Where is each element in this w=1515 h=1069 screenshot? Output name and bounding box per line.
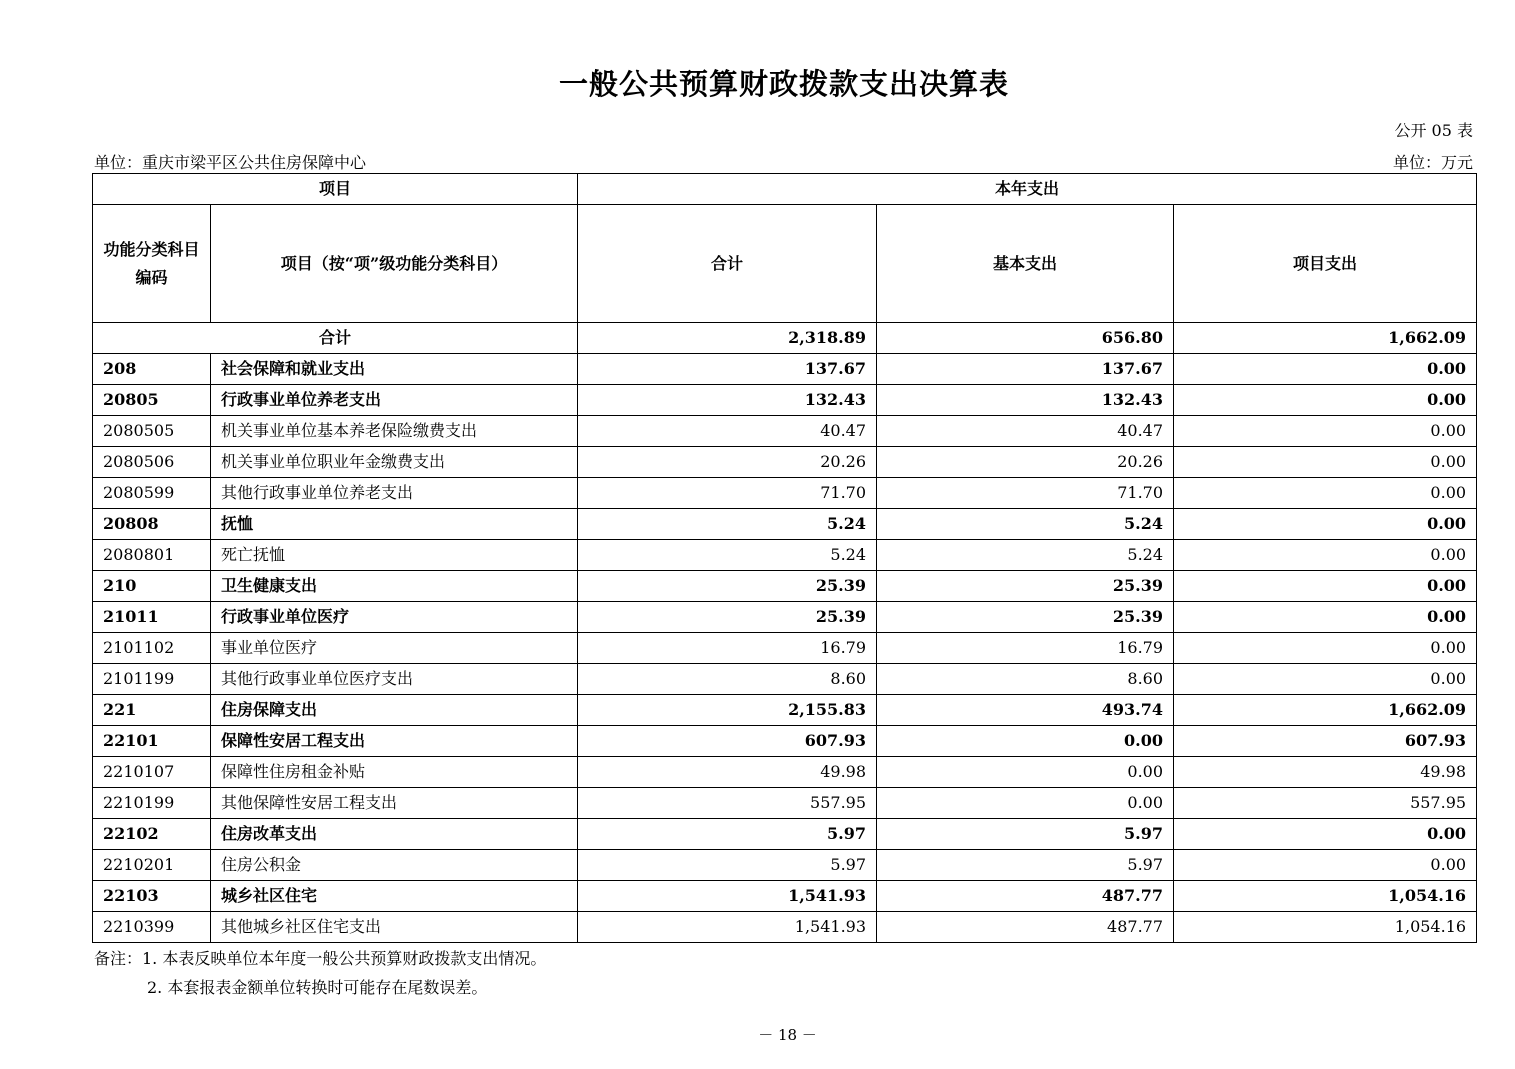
header-project: 项目支出 — [1174, 205, 1477, 323]
note-2: 2. 本套报表金额单位转换时可能存在尾数误差。 — [147, 978, 488, 997]
total-label: 合计 — [93, 323, 578, 354]
row-basic: 487.77 — [877, 881, 1174, 912]
row-total: 1,541.93 — [578, 881, 877, 912]
row-code: 2080506 — [93, 447, 211, 478]
row-project: 0.00 — [1174, 385, 1477, 416]
row-total: 132.43 — [578, 385, 877, 416]
row-code: 2101199 — [93, 664, 211, 695]
row-code: 2210199 — [93, 788, 211, 819]
row-code: 22103 — [93, 881, 211, 912]
header-row-1 — [93, 174, 1477, 205]
row-code: 2080505 — [93, 416, 211, 447]
header-total: 合计 — [578, 205, 877, 323]
table-row — [93, 633, 1477, 664]
table-row — [93, 571, 1477, 602]
row-name: 行政事业单位养老支出 — [211, 385, 578, 416]
table-row — [93, 819, 1477, 850]
row-total: 40.47 — [578, 416, 877, 447]
row-project: 0.00 — [1174, 850, 1477, 881]
expenditure-table — [92, 173, 1477, 943]
row-name: 其他保障性安居工程支出 — [211, 788, 578, 819]
row-project: 0.00 — [1174, 416, 1477, 447]
row-project: 0.00 — [1174, 509, 1477, 540]
row-code: 2210107 — [93, 757, 211, 788]
row-total: 16.79 — [578, 633, 877, 664]
header-code: 功能分类科目编码 — [93, 205, 211, 323]
row-basic: 0.00 — [877, 788, 1174, 819]
row-basic: 8.60 — [877, 664, 1174, 695]
row-total: 49.98 — [578, 757, 877, 788]
row-basic: 5.97 — [877, 850, 1174, 881]
row-code: 21011 — [93, 602, 211, 633]
row-name: 保障性住房租金补贴 — [211, 757, 578, 788]
table-row — [93, 416, 1477, 447]
row-project: 1,662.09 — [1174, 695, 1477, 726]
row-project: 0.00 — [1174, 819, 1477, 850]
row-code: 20805 — [93, 385, 211, 416]
table-row — [93, 447, 1477, 478]
row-basic: 487.77 — [877, 912, 1174, 943]
page-number: － 18 － — [758, 1026, 817, 1044]
total-row — [93, 323, 1477, 354]
row-code: 2080801 — [93, 540, 211, 571]
row-project: 0.00 — [1174, 633, 1477, 664]
row-project: 557.95 — [1174, 788, 1477, 819]
table-row — [93, 509, 1477, 540]
currency-unit: 单位：万元 — [1392, 153, 1473, 172]
row-total: 25.39 — [578, 602, 877, 633]
row-code: 2101102 — [93, 633, 211, 664]
organization-unit: 单位：重庆市梁平区公共住房保障中心 — [94, 153, 367, 172]
row-name: 住房保障支出 — [211, 695, 578, 726]
row-basic: 20.26 — [877, 447, 1174, 478]
row-basic: 5.97 — [877, 819, 1174, 850]
table-row — [93, 881, 1477, 912]
row-name: 卫生健康支出 — [211, 571, 578, 602]
row-name: 机关事业单位职业年金缴费支出 — [211, 447, 578, 478]
document-title: 一般公共预算财政拨款支出决算表 — [558, 67, 1009, 101]
row-basic: 493.74 — [877, 695, 1174, 726]
row-code: 20808 — [93, 509, 211, 540]
row-name: 死亡抚恤 — [211, 540, 578, 571]
row-project: 0.00 — [1174, 447, 1477, 478]
row-name: 保障性安居工程支出 — [211, 726, 578, 757]
table-row — [93, 757, 1477, 788]
header-basic: 基本支出 — [877, 205, 1174, 323]
table-row — [93, 788, 1477, 819]
row-project: 0.00 — [1174, 540, 1477, 571]
row-project: 1,054.16 — [1174, 912, 1477, 943]
row-code: 2210399 — [93, 912, 211, 943]
row-total: 5.97 — [578, 819, 877, 850]
row-basic: 40.47 — [877, 416, 1174, 447]
table-row — [93, 850, 1477, 881]
table-row — [93, 385, 1477, 416]
table-row — [93, 912, 1477, 943]
row-name: 城乡社区住宅 — [211, 881, 578, 912]
table-row — [93, 540, 1477, 571]
row-code: 221 — [93, 695, 211, 726]
row-project: 1,054.16 — [1174, 881, 1477, 912]
row-name: 社会保障和就业支出 — [211, 354, 578, 385]
table-row — [93, 726, 1477, 757]
row-total: 1,541.93 — [578, 912, 877, 943]
row-total: 71.70 — [578, 478, 877, 509]
row-total: 5.24 — [578, 540, 877, 571]
form-number: 公开 05 表 — [1394, 121, 1473, 140]
row-name: 其他行政事业单位养老支出 — [211, 478, 578, 509]
table-row — [93, 664, 1477, 695]
row-basic: 137.67 — [877, 354, 1174, 385]
header-name: 项目（按“项”级功能分类科目） — [211, 205, 578, 323]
row-name: 住房改革支出 — [211, 819, 578, 850]
row-total: 5.97 — [578, 850, 877, 881]
row-basic: 16.79 — [877, 633, 1174, 664]
row-code: 210 — [93, 571, 211, 602]
table-row — [93, 602, 1477, 633]
row-total: 25.39 — [578, 571, 877, 602]
row-basic: 5.24 — [877, 509, 1174, 540]
row-project: 0.00 — [1174, 571, 1477, 602]
row-name: 机关事业单位基本养老保险缴费支出 — [211, 416, 578, 447]
row-total: 2,155.83 — [578, 695, 877, 726]
row-name: 其他城乡社区住宅支出 — [211, 912, 578, 943]
row-project: 49.98 — [1174, 757, 1477, 788]
header-row-2 — [93, 205, 1477, 323]
row-total: 557.95 — [578, 788, 877, 819]
notes — [94, 944, 546, 1002]
row-project: 607.93 — [1174, 726, 1477, 757]
total-total: 2,318.89 — [578, 323, 877, 354]
row-name: 住房公积金 — [211, 850, 578, 881]
row-code: 2080599 — [93, 478, 211, 509]
row-project: 0.00 — [1174, 602, 1477, 633]
row-total: 20.26 — [578, 447, 877, 478]
row-basic: 25.39 — [877, 571, 1174, 602]
row-name: 事业单位医疗 — [211, 633, 578, 664]
row-basic: 5.24 — [877, 540, 1174, 571]
row-code: 208 — [93, 354, 211, 385]
row-basic: 0.00 — [877, 726, 1174, 757]
row-name: 抚恤 — [211, 509, 578, 540]
header-year-expenditure: 本年支出 — [578, 174, 1477, 205]
row-total: 137.67 — [578, 354, 877, 385]
row-basic: 132.43 — [877, 385, 1174, 416]
table-row — [93, 478, 1477, 509]
row-basic: 25.39 — [877, 602, 1174, 633]
row-total: 5.24 — [578, 509, 877, 540]
table-row — [93, 695, 1477, 726]
header-item: 项目 — [93, 174, 578, 205]
row-total: 8.60 — [578, 664, 877, 695]
row-basic: 71.70 — [877, 478, 1174, 509]
row-name: 行政事业单位医疗 — [211, 602, 578, 633]
row-basic: 0.00 — [877, 757, 1174, 788]
total-project: 1,662.09 — [1174, 323, 1477, 354]
table-row — [93, 354, 1477, 385]
row-total: 607.93 — [578, 726, 877, 757]
row-name: 其他行政事业单位医疗支出 — [211, 664, 578, 695]
row-code: 22101 — [93, 726, 211, 757]
total-basic: 656.80 — [877, 323, 1174, 354]
row-project: 0.00 — [1174, 354, 1477, 385]
row-project: 0.00 — [1174, 664, 1477, 695]
row-project: 0.00 — [1174, 478, 1477, 509]
note-1: 备注：1. 本表反映单位本年度一般公共预算财政拨款支出情况。 — [94, 949, 547, 968]
row-code: 22102 — [93, 819, 211, 850]
row-code: 2210201 — [93, 850, 211, 881]
